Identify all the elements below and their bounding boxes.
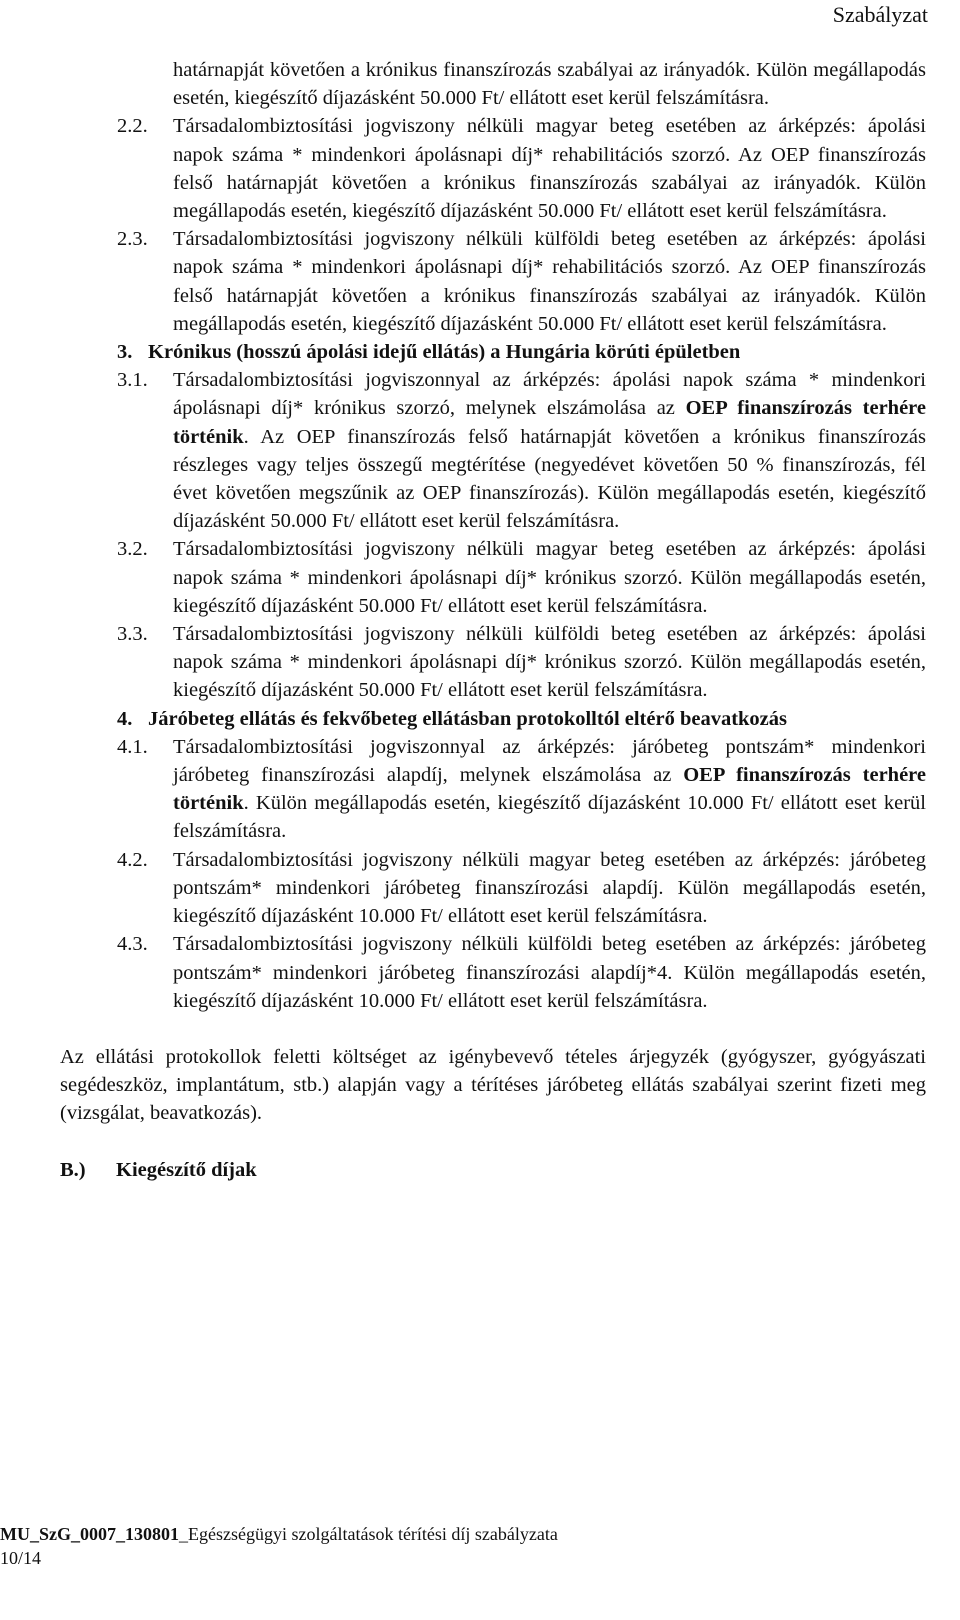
item-text-end: . Az OEP finanszírozás felső határnapját követően a krónikus finanszírozás részleges vagy teljes összegű megtérítése (negyedévet követően 50 % finanszírozás, fél évet követően megszűnik az OEP finanszírozás). Külön megállapodás esetén, kiegészítő díjazásként 50.000 Ft/ ellátott eset kerül felszámításra. [173,425,926,533]
section-heading [60,338,926,366]
page-number: 10/14 [0,1548,42,1568]
list-item [60,846,926,931]
item-text-end: . Külön megállapodás esetén, kiegészítő díjazásként 10.000 Ft/ ellátott eset kerül felszámításra. [173,792,926,843]
footer-code: MU_SzG_0007_130801 [0,1524,179,1544]
item-text: Társadalombiztosítási jogviszony nélküli magyar beteg esetében az árképzés: ápolási napok száma * mindenkori ápolásnapi díj* rehabilitációs szorzó. Az OEP finanszírozás felső határnapját követően a krónikus finanszírozás szabályai az irányadók. Külön megállapodás esetén, kiegészítő díjazásként 50.000 Ft/ ellátott eset kerül felszámításra. [173,115,926,223]
list-item [60,225,926,338]
item-text-start: Társadalombiztosítási jogviszonnyal az árképzés: járóbeteg pontszám* mindenkori járóbeteg finanszírozási alapdíj, melynek elszámolása az [173,735,926,787]
footer-title: _Egészségügyi szolgáltatások térítési díj szabályzata [179,1524,558,1544]
item-number: 2.2. [117,115,148,138]
item-number: 3.3. [117,623,148,646]
section-b-title: Kiegészítő díjak [116,1158,257,1181]
item-text: Társadalombiztosítási jogviszony nélküli külföldi beteg esetében az árképzés: ápolási napok száma * mindenkori ápolásnapi díj* krónikus szorzó. Külön megállapodás esetén, kiegészítő díjazásként 50.000 Ft/ ellátott eset kerül felszámításra. [173,623,926,702]
item-number: 4.2. [117,848,148,871]
section-heading [60,705,926,733]
list-item [60,366,926,535]
item-text [173,736,926,843]
list-item [60,620,926,705]
list-item [60,535,926,620]
section-b-letter: B.) [60,1158,86,1181]
list-item [60,930,926,1015]
item-number: 4. [117,707,133,730]
item-text-emphasis: OEP finanszírozás terhére történik [173,397,927,448]
item-number: 4.3. [117,933,148,956]
item-number: 2.3. [117,228,148,251]
item-text: Társadalombiztosítási jogviszony nélküli magyar beteg esetében az árképzés: ápolási napok száma * mindenkori ápolásnapi díj* krónikus szorzó. Külön megállapodás esetén, kiegészítő díjazásként 50.000 Ft/ ellátott eset kerül felszámításra. [173,538,926,617]
footer-document-name [0,1522,558,1546]
page-footer [0,1522,558,1570]
item-number: 3. [117,341,133,364]
item-text-emphasis: OEP finanszírozás terhére történik [173,764,927,815]
item-text-start: Társadalombiztosítási jogviszonnyal az árképzés: ápolási napok száma * mindenkori ápolásnapi díj* krónikus szorzó, melynek elszámolása az [173,369,926,420]
item-text: határnapját követően a krónikus finanszírozás szabályai az irányadók. Külön megállapodás esetén, kiegészítő díjazásként 50.000 Ft/ ellátott eset kerül felszámításra. [173,59,926,110]
item-text [173,369,926,532]
list-item [60,56,926,112]
item-text: Társadalombiztosítási jogviszony nélküli külföldi beteg esetében az árképzés: ápolási napok száma * mindenkori ápolásnapi díj* rehabilitációs szorzó. Az OEP finanszírozás felső határnapját követően a krónikus finanszírozás szabályai az irányadók. Külön megállapodás esetén, kiegészítő díjazásként 50.000 Ft/ ellátott eset kerül felszámításra. [173,228,926,335]
item-text: Krónikus (hosszú ápolási idejű ellátás) a Hungária körúti épületben [148,341,741,364]
page-header: Szabályzat [832,2,928,27]
section-b-heading [60,1156,926,1184]
numbered-list [60,56,926,1015]
item-text: Járóbeteg ellátás és fekvőbeteg ellátásban protokolltól eltérő beavatkozás [148,707,788,730]
protocol-paragraph: Az ellátási protokollok feletti költséget az igénybevevő tételes árjegyzék (gyógyszer, gyógyászati segédeszköz, implantátum, stb.) alapján vagy a térítéses járóbeteg ellátás szabályai szerint fizeti meg (vizsgálat, beavatkozás). [60,1045,926,1125]
item-text: Társadalombiztosítási jogviszony nélküli magyar beteg esetében az árképzés: járóbeteg pontszám* mindenkori járóbeteg finanszírozási alapdíj. Külön megállapodás esetén, kiegészítő díjazásként 10.000 Ft/ ellátott eset kerül felszámításra. [173,848,926,928]
item-number: 3.1. [117,369,148,392]
item-number: 3.2. [117,538,148,561]
document-body [60,56,926,1184]
list-item [60,733,926,846]
list-item [60,112,926,225]
item-text: Társadalombiztosítási jogviszony nélküli külföldi beteg esetében az árképzés: járóbeteg pontszám* mindenkori járóbeteg finanszírozási alapdíj*4. Külön megállapodás esetén, kiegészítő díjazásként 10.000 Ft/ ellátott eset kerül felszámításra. [173,933,926,1012]
item-number: 4.1. [117,735,148,758]
